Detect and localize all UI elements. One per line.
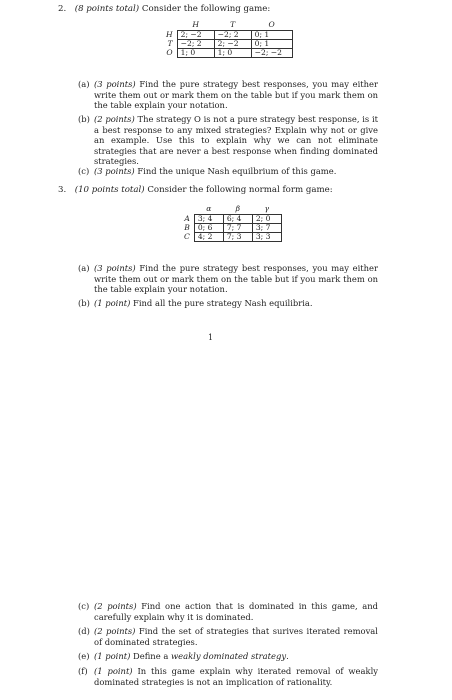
q2-part-c: (c) (3 points) Find the unique Nash equilbrium of this game. [78, 166, 337, 176]
q3-part-b: (b) (1 point) Find all the pure strategy Nash equilibria. [78, 298, 313, 308]
q3-number: 3. [58, 185, 67, 195]
q3-cell: 7; 7 [223, 224, 252, 233]
q3-col-label: α [206, 204, 212, 213]
page-number: 1 [208, 333, 214, 342]
q2-col-label: O [268, 20, 275, 29]
q2-cell: −2; −2 [251, 49, 292, 58]
q2-prompt: Consider the following game: [141, 4, 271, 14]
q3-part-c: (c) (2 points) Find one action that is dominated in this game, and carefully explain why it is dominated. [78, 601, 378, 622]
q2-cell: 2; −2 [177, 31, 214, 40]
q3-row-label: B [184, 223, 190, 232]
q3-part-d: (d) (2 points) Find the set of strategies that surives iterated removal of dominated strategies. [78, 626, 378, 647]
q2-row-label: H [166, 30, 173, 39]
q2-points: (8 points total) [74, 4, 140, 14]
q3-part-a: (a) (3 points) Find the pure strategy best responses, you may either write them out or mark them on the table but if you mark them on the table explain your notation. [78, 263, 378, 295]
q3-points: (10 points total) [74, 185, 145, 195]
q2-part-a: (a) (3 points) Find the pure strategy best responses, you may either write them out or mark them on the table but if you mark them on the table explain your notation. [78, 79, 378, 111]
q2-row-label: T [167, 39, 173, 48]
q3-cell: 0; 6 [194, 224, 223, 233]
q2-row-label: O [166, 48, 173, 57]
q2-cell: −2; 2 [177, 40, 214, 49]
q2-part-b: (b) (2 points) The strategy O is not a pure strategy best response, is it a best response to any mixed strategies? Explain why not or give an example. Use this to explain why we can not eliminate strategies that are never a best response when finding dominated strategies. [78, 114, 378, 167]
q3-cell: 2; 0 [252, 215, 281, 224]
q3-cell: 6; 4 [223, 215, 252, 224]
q3-row-label: A [184, 214, 190, 223]
q3-col-label: γ [264, 204, 270, 213]
q3-cell: 3; 3 [252, 233, 281, 242]
q2-number: 2. [58, 4, 67, 14]
q2-table-row [166, 49, 292, 58]
q3-heading [58, 185, 333, 195]
q2-cell: 1; 0 [214, 49, 251, 58]
q2-cell: 1; 0 [177, 49, 214, 58]
q2-payoff-table [166, 20, 293, 58]
q2-col-label: T [230, 20, 236, 29]
q3-table-row [184, 233, 281, 242]
q3-prompt: Consider the following normal form game: [147, 185, 333, 195]
q2-cell: −2; 2 [214, 31, 251, 40]
q3-row-label: C [184, 232, 190, 241]
q2-heading [58, 4, 270, 14]
q2-cell: 0; 1 [251, 31, 292, 40]
q3-cell: 3; 7 [252, 224, 281, 233]
q3-payoff-table [184, 204, 282, 242]
q2-cell: 0; 1 [251, 40, 292, 49]
q3-cell: 3; 4 [194, 215, 223, 224]
q2-cell: 2; −2 [214, 40, 251, 49]
q3-col-label: β [235, 204, 240, 213]
q2-col-label: H [192, 20, 199, 29]
q3-cell: 7; 3 [223, 233, 252, 242]
q3-part-e: (e) (1 point) Define a weakly dominated strategy. [78, 651, 289, 661]
q3-part-f: (f) (1 point) In this game explain why iterated removal of weakly dominated strategies is not an implication of rationality. [78, 666, 378, 687]
q3-cell: 4; 2 [194, 233, 223, 242]
